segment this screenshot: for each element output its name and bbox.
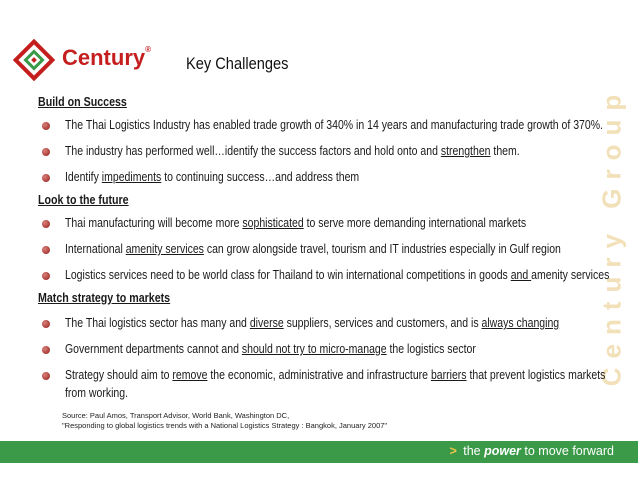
footer-bar — [0, 441, 638, 463]
section-heading-look-to-the-future: Look to the future — [38, 192, 129, 207]
bullet-item — [38, 214, 598, 232]
registered-mark: ® — [145, 45, 152, 54]
chevron-right-icon: > — [449, 444, 457, 458]
bullet-dot-icon — [42, 174, 50, 182]
bullet-item — [38, 240, 598, 258]
slide-content — [38, 92, 610, 402]
bullet-item — [38, 314, 598, 332]
tagline-text: to move forward — [520, 444, 614, 458]
bullet-text: amenity services — [531, 268, 610, 282]
bullet-emphasis: and — [510, 268, 532, 282]
bullet-emphasis: always changing — [481, 316, 560, 330]
tagline-text: the — [459, 444, 485, 458]
bullet-text: from working. — [65, 386, 129, 400]
bullet-emphasis: barriers — [430, 368, 467, 382]
source-citation — [62, 411, 387, 431]
bullet-text: Strategy should aim to — [65, 368, 173, 382]
bullet-text: can grow alongside travel, tourism and IT industries especially in Gulf region — [203, 242, 561, 256]
page-title: Key Challenges — [186, 54, 289, 73]
bullet-text: to continuing success…and address them — [161, 170, 360, 184]
footer-tagline — [449, 444, 614, 458]
bullet-item — [38, 142, 598, 160]
bullet-text: that prevent logistics markets — [466, 368, 606, 382]
section-heading-build-on-success: Build on Success — [38, 94, 127, 109]
tagline-emphasis: power — [484, 444, 521, 458]
side-brand-text: Century Group — [596, 85, 627, 387]
bullet-text: the logistics sector — [386, 342, 476, 356]
bullet-emphasis: strengthen — [440, 144, 491, 158]
century-logo — [12, 38, 162, 82]
bullet-item — [38, 340, 598, 358]
bullet-dot-icon — [42, 246, 50, 254]
bullet-item-continuation — [38, 384, 598, 402]
bullet-emphasis: sophisticated — [242, 216, 304, 230]
bullet-dot-icon — [42, 122, 50, 130]
bullet-item — [38, 266, 610, 284]
bullet-text: them. — [490, 144, 520, 158]
bullet-text: The Thai Logistics Industry has enabled trade growth of 340% in 14 years and manufacturing trade growth of 370%. — [65, 118, 603, 132]
section-heading-match-strategy: Match strategy to markets — [38, 290, 171, 305]
bullet-dot-icon — [42, 372, 50, 380]
source-line: Source: Paul Amos, Transport Advisor, World Bank, Washington DC, — [62, 411, 290, 420]
bullet-text: to serve more demanding international markets — [303, 216, 527, 230]
logo-wordmark — [62, 45, 151, 71]
bullet-text: Logistics services need to be world class for Thailand to win international competitions in goods — [65, 268, 511, 282]
bullet-text: Thai manufacturing will become more — [65, 216, 243, 230]
bullet-text: suppliers, services and customers, and is — [283, 316, 482, 330]
bullet-item — [38, 116, 603, 134]
bullet-emphasis: remove — [172, 368, 208, 382]
bullet-text: the economic, administrative and infrastructure — [207, 368, 431, 382]
bullet-dot-icon — [42, 148, 50, 156]
bullet-emphasis: amenity services — [125, 242, 204, 256]
bullet-dot-icon — [42, 346, 50, 354]
bullet-dot-icon — [42, 272, 50, 280]
bullet-item — [38, 168, 598, 186]
bullet-dot-icon — [42, 320, 50, 328]
bullet-dot-icon — [42, 220, 50, 228]
bullet-text: The Thai logistics sector has many and — [65, 316, 250, 330]
bullet-text: International — [65, 242, 126, 256]
brand-name: Century — [62, 45, 146, 70]
bullet-emphasis: diverse — [249, 316, 284, 330]
bullet-text: Government departments cannot and — [65, 342, 242, 356]
bullet-text: Identify — [65, 170, 102, 184]
century-diamond-icon — [12, 38, 56, 82]
bullet-item — [38, 366, 606, 384]
source-line: "Responding to global logistics trends with a National Logistics Strategy : Bangkok, January 2007" — [62, 421, 388, 430]
bullet-emphasis: impediments — [101, 170, 162, 184]
bullet-text: The industry has performed well…identify the success factors and hold onto and — [65, 144, 441, 158]
bullet-emphasis: should not try to micro-manage — [241, 342, 387, 356]
